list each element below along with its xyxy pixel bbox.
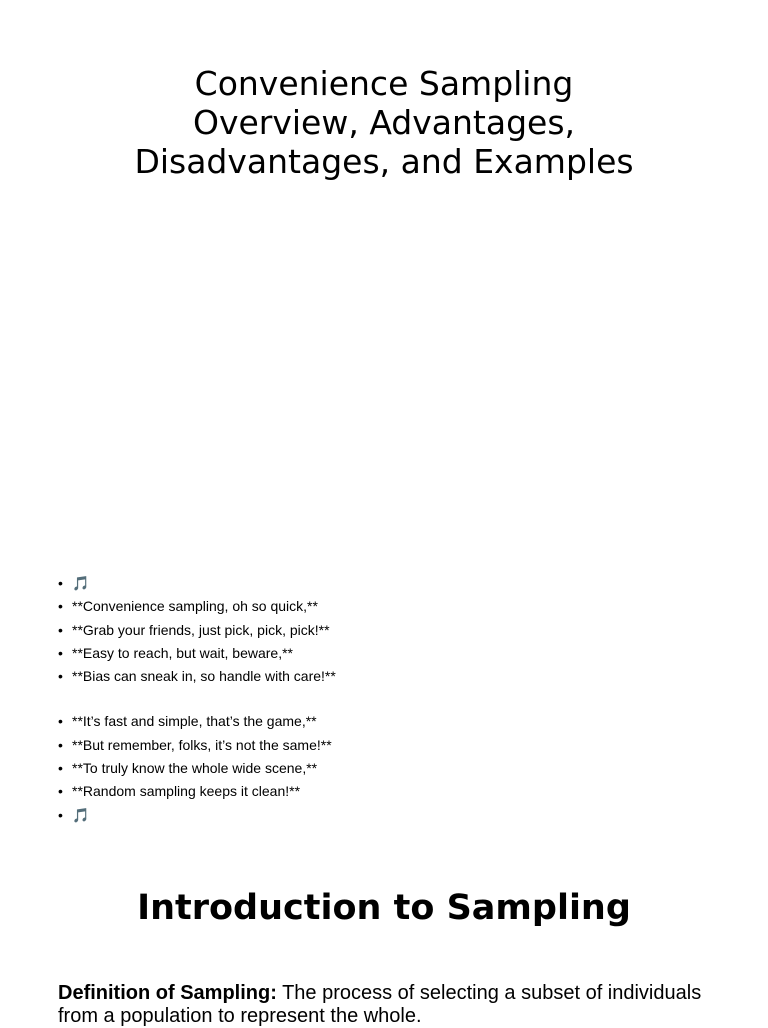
- title-line-3: Disadvantages, and Examples: [134, 142, 634, 181]
- title-line-1: Convenience Sampling: [194, 64, 574, 103]
- list-item: [58, 572, 336, 595]
- list-item: • **It’s fast and simple, that’s the game,**: [58, 710, 336, 733]
- title-line-2: Overview, Advantages,: [192, 103, 576, 142]
- definition-text: The process of selecting a subset of individuals from a population to represent the whole.: [58, 982, 702, 1027]
- list-item: [58, 804, 336, 827]
- poem-bullet-list: [58, 572, 336, 827]
- page-title: [0, 64, 768, 181]
- list-item: • **Grab your friends, just pick, pick, pick!**: [58, 619, 336, 642]
- stanza-spacer: [58, 688, 336, 710]
- list-item: • **Random sampling keeps it clean!**: [58, 780, 336, 803]
- section-heading: Introduction to Sampling: [137, 888, 631, 928]
- definition-paragraph: [58, 982, 718, 1028]
- music-note-icon: 🎵: [72, 575, 90, 591]
- list-item: • **To truly know the whole wide scene,**: [58, 757, 336, 780]
- list-item: • **Easy to reach, but wait, beware,**: [58, 642, 336, 665]
- definition-label: Definition of Sampling:: [58, 982, 277, 1004]
- music-note-icon: 🎵: [72, 806, 90, 823]
- list-item: • **Bias can sneak in, so handle with care!**: [58, 665, 336, 688]
- list-item: • **Convenience sampling, oh so quick,**: [58, 595, 336, 618]
- list-item: • **But remember, folks, it’s not the same!**: [58, 734, 336, 757]
